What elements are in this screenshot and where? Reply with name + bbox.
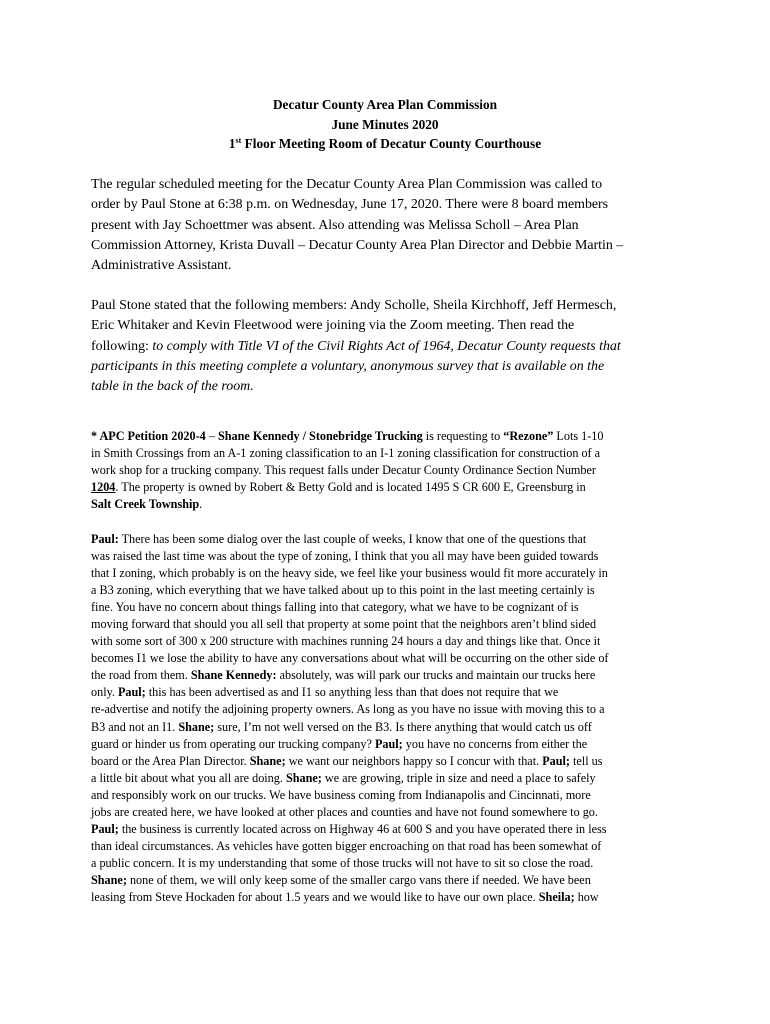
floor-ordinal: st	[235, 136, 242, 145]
discussion-line: and responsibly work on our trucks. We have business coming from Indianapolis and Cincinnati, more	[91, 787, 591, 802]
petition-text: is requesting to	[422, 429, 504, 443]
discussion-text: guard or hinder us from operating our trucking company?	[91, 736, 375, 751]
discussion-text: only.	[91, 685, 118, 700]
petition-line	[91, 428, 691, 445]
discussion-line	[91, 770, 691, 787]
members-line: Paul Stone stated that the following members: Andy Scholle, Sheila Kirchhoff, Jeff Hermesch,	[91, 298, 617, 313]
speaker-name: Shane;	[249, 753, 286, 768]
discussion-line	[91, 821, 691, 838]
discussion-line	[91, 736, 691, 753]
petition-line: work shop for a trucking company. This request falls under Decatur County Ordinance Section Number	[91, 463, 596, 478]
discussion-line: a B3 zoning, which everything that we have talked about up to this point in the last meeting certainly is	[91, 583, 595, 598]
speaker-name: Paul:	[91, 532, 119, 546]
speaker-name: Shane;	[91, 872, 127, 887]
discussion-text: we want our neighbors happy so I concur with that.	[285, 753, 543, 768]
discussion-line: jobs are created here, we have looked at other places and counties and have not found somewhere to go.	[91, 804, 598, 819]
discussion-text: tell us	[569, 753, 603, 768]
members-paragraph	[91, 296, 691, 397]
discussion-text: board or the Area Plan Director.	[91, 753, 250, 768]
petition-applicant: Shane Kennedy / Stonebridge Trucking	[217, 429, 423, 443]
petition-request-type: “Rezone”	[503, 429, 554, 443]
speaker-name: Shane;	[178, 719, 215, 734]
intro-paragraph	[91, 175, 691, 276]
discussion-line: moving forward that should you all sell that property at some point that the neighbors aren’t blind sided	[91, 617, 597, 632]
discussion-text: absolutely, was will park our trucks and maintain our trucks here	[276, 668, 596, 683]
intro-line: present with Jay Schoettmer was absent. Also attending was Melissa Scholl – Area Plan	[91, 217, 579, 233]
civil-rights-statement: to comply with Title VI of the Civil Rights Act of 1964, Decatur County requests that	[152, 338, 621, 354]
discussion-line: was raised the last time was about the type of zoning, I think that you all may have been guided towards	[91, 549, 599, 564]
discussion-line	[91, 719, 691, 736]
petition-text: .	[199, 497, 203, 512]
speaker-name: Shane Kennedy:	[190, 668, 277, 683]
discussion-line	[91, 667, 691, 684]
discussion-text: this has been advertised as and I1 so anything less than that does not require that we	[145, 685, 559, 700]
discussion-text: leasing from Steve Hockaden for about 1.5 years and we would like to have our own place.	[91, 889, 539, 904]
discussion-line	[91, 531, 691, 548]
discussion-line	[91, 753, 691, 770]
discussion-line	[91, 889, 691, 906]
petition-number: * APC Petition 2020-4	[91, 429, 206, 443]
commission-title: Decatur County Area Plan Commission	[272, 97, 498, 112]
discussion-text: we are growing, triple in size and need a place to safely	[321, 770, 596, 785]
discussion-text: sure, I’m not well versed on the B3. Is there anything that would catch us off	[214, 719, 592, 734]
petition-line: in Smith Crossings from an A-1 zoning classification to an I-1 zoning classification for construction of a	[91, 446, 601, 461]
discussion-line: than ideal circumstances. As vehicles have gotten bigger encroaching on that road has been somewhat of	[91, 838, 602, 853]
discussion-line: re-advertise and notify the adjoining property owners. As long as you have no issue with moving this to a	[91, 702, 605, 717]
members-line	[91, 337, 691, 357]
meeting-location	[0, 134, 770, 154]
discussion-line	[91, 684, 691, 701]
petition-line	[91, 496, 691, 513]
discussion-line: that I zoning, which probably is on the heavy side, we feel like your business would fit more accurately in	[91, 566, 608, 581]
discussion-line: with some sort of 300 x 200 structure with machines running 24 hours a day and things like that. Once it	[91, 634, 601, 649]
intro-line: Commission Attorney, Krista Duvall – Decatur County Area Plan Director and Debbie Martin –	[91, 237, 624, 253]
discussion-paragraph	[91, 531, 691, 906]
township-name: Salt Creek Township	[91, 497, 200, 512]
petition-dash: –	[205, 429, 218, 443]
intro-line: The regular scheduled meeting for the Decatur County Area Plan Commission was called to	[91, 177, 603, 192]
speaker-name: Paul;	[91, 821, 119, 836]
civil-rights-statement: participants in this meeting complete a voluntary, anonymous survey that is available on the	[91, 358, 605, 374]
speaker-name: Sheila;	[538, 889, 575, 904]
discussion-text: how	[574, 889, 599, 904]
discussion-line	[91, 872, 691, 889]
discussion-text: the road from them.	[91, 668, 191, 683]
location-text: Floor Meeting Room of Decatur County Courthouse	[241, 136, 542, 151]
petition-line	[91, 479, 691, 496]
discussion-line: a public concern. It is my understanding that some of those trucks will not have to sit so close the road.	[91, 855, 594, 870]
members-text: following:	[91, 338, 153, 354]
ordinance-section-number: 1204	[91, 480, 116, 495]
minutes-title: June Minutes 2020	[331, 116, 439, 132]
document-header	[0, 95, 770, 154]
speaker-name: Paul;	[374, 736, 403, 751]
discussion-text: There has been some dialog over the last couple of weeks, I know that one of the questions that	[118, 532, 587, 546]
intro-line: Administrative Assistant.	[91, 258, 232, 274]
discussion-text: B3 and not an I1.	[91, 719, 179, 734]
floor-number: 1	[228, 136, 236, 151]
discussion-line: fine. You have no concern about things falling into that category, what we have to be cognizant of is	[91, 600, 579, 615]
discussion-text: you have no concerns from either the	[402, 736, 588, 751]
intro-line: order by Paul Stone at 6:38 p.m. on Wednesday, June 17, 2020. There were 8 board members	[91, 197, 609, 213]
speaker-name: Shane;	[285, 770, 322, 785]
petition-text: Lots 1-10	[553, 429, 604, 443]
speaker-name: Paul;	[542, 753, 570, 768]
discussion-text: a little bit about what you all are doing.	[91, 770, 286, 785]
civil-rights-statement: table in the back of the room.	[91, 379, 254, 395]
members-line: Eric Whitaker and Kevin Fleetwood were joining via the Zoom meeting. Then read the	[91, 318, 575, 334]
petition-text: . The property is owned by Robert & Betty Gold and is located 1495 S CR 600 E, Greensburg in	[115, 480, 586, 495]
speaker-name: Paul;	[117, 685, 146, 700]
discussion-text: none of them, we will only keep some of the smaller cargo vans there if needed. We have been	[126, 872, 591, 887]
discussion-text: the business is currently located across on Highway 46 at 600 S and you have operated there in less	[118, 821, 607, 836]
petition-paragraph	[91, 428, 691, 513]
discussion-line: becomes I1 we lose the ability to have any conversations about what will be occurring on the other side of	[91, 651, 609, 666]
